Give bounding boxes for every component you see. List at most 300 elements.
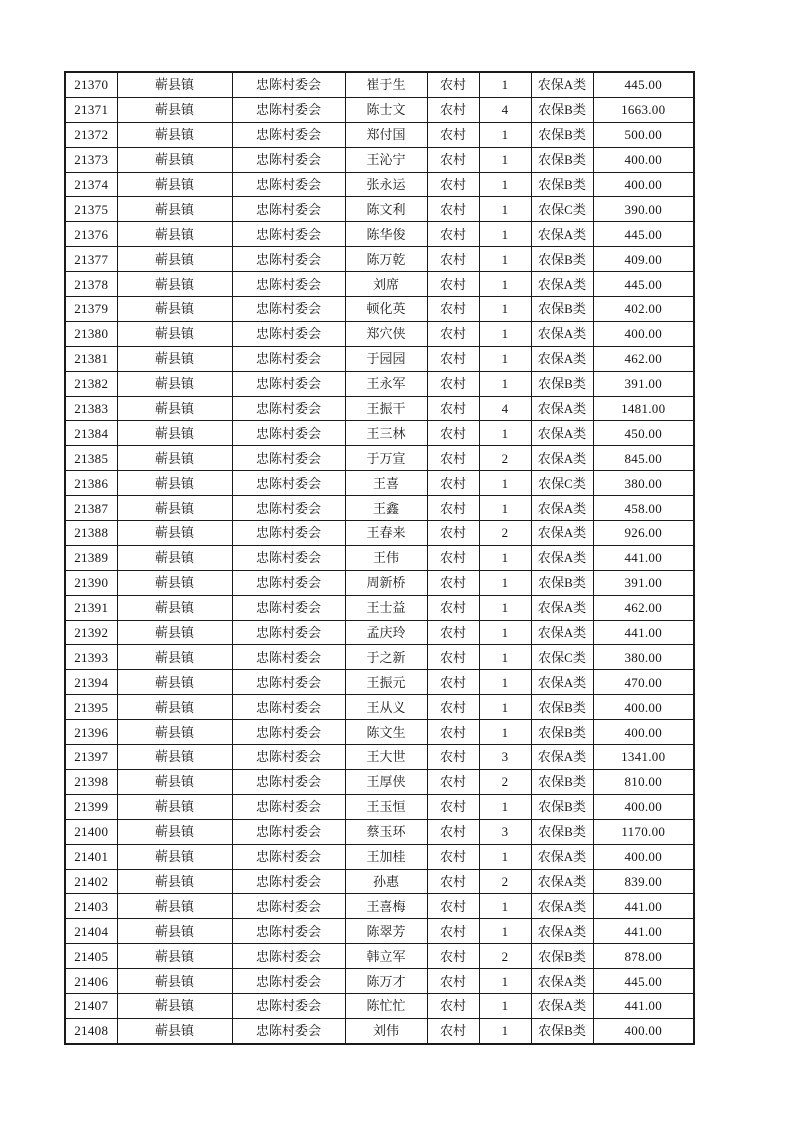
cell-area: 农村 bbox=[427, 894, 479, 919]
table-row bbox=[65, 745, 694, 770]
cell-id: 21404 bbox=[65, 919, 117, 944]
cell-category: 农保A类 bbox=[531, 919, 593, 944]
cell-village: 忠陈村委会 bbox=[232, 147, 345, 172]
cell-amount: 1170.00 bbox=[593, 819, 694, 844]
cell-name: 郑付国 bbox=[345, 122, 427, 147]
table-row bbox=[65, 172, 694, 197]
cell-id: 21376 bbox=[65, 222, 117, 247]
cell-town: 蕲县镇 bbox=[117, 97, 232, 122]
cell-amount: 400.00 bbox=[593, 844, 694, 869]
cell-village: 忠陈村委会 bbox=[232, 371, 345, 396]
table-row bbox=[65, 595, 694, 620]
cell-town: 蕲县镇 bbox=[117, 346, 232, 371]
cell-amount: 400.00 bbox=[593, 720, 694, 745]
cell-area: 农村 bbox=[427, 471, 479, 496]
cell-category: 农保A类 bbox=[531, 396, 593, 421]
cell-area: 农村 bbox=[427, 321, 479, 346]
cell-category: 农保A类 bbox=[531, 421, 593, 446]
table-row bbox=[65, 993, 694, 1018]
cell-village: 忠陈村委会 bbox=[232, 297, 345, 322]
cell-village: 忠陈村委会 bbox=[232, 321, 345, 346]
cell-amount: 839.00 bbox=[593, 869, 694, 894]
cell-id: 21400 bbox=[65, 819, 117, 844]
cell-name: 王振干 bbox=[345, 396, 427, 421]
cell-name: 王春来 bbox=[345, 521, 427, 546]
cell-count: 3 bbox=[479, 819, 531, 844]
table-row bbox=[65, 446, 694, 471]
cell-id: 21375 bbox=[65, 197, 117, 222]
cell-id: 21398 bbox=[65, 769, 117, 794]
cell-id: 21396 bbox=[65, 720, 117, 745]
table-row bbox=[65, 670, 694, 695]
cell-village: 忠陈村委会 bbox=[232, 396, 345, 421]
table-row bbox=[65, 521, 694, 546]
cell-name: 刘伟 bbox=[345, 1018, 427, 1043]
cell-area: 农村 bbox=[427, 944, 479, 969]
cell-town: 蕲县镇 bbox=[117, 993, 232, 1018]
cell-id: 21371 bbox=[65, 97, 117, 122]
table-row bbox=[65, 147, 694, 172]
cell-category: 农保C类 bbox=[531, 645, 593, 670]
cell-amount: 1663.00 bbox=[593, 97, 694, 122]
cell-count: 1 bbox=[479, 620, 531, 645]
cell-id: 21380 bbox=[65, 321, 117, 346]
cell-village: 忠陈村委会 bbox=[232, 222, 345, 247]
cell-area: 农村 bbox=[427, 247, 479, 272]
table-row bbox=[65, 496, 694, 521]
cell-area: 农村 bbox=[427, 421, 479, 446]
cell-count: 4 bbox=[479, 396, 531, 421]
cell-area: 农村 bbox=[427, 545, 479, 570]
cell-town: 蕲县镇 bbox=[117, 745, 232, 770]
cell-name: 于之新 bbox=[345, 645, 427, 670]
cell-town: 蕲县镇 bbox=[117, 371, 232, 396]
cell-town: 蕲县镇 bbox=[117, 595, 232, 620]
cell-town: 蕲县镇 bbox=[117, 944, 232, 969]
cell-town: 蕲县镇 bbox=[117, 247, 232, 272]
cell-count: 1 bbox=[479, 321, 531, 346]
cell-village: 忠陈村委会 bbox=[232, 97, 345, 122]
cell-town: 蕲县镇 bbox=[117, 321, 232, 346]
cell-id: 21401 bbox=[65, 844, 117, 869]
cell-category: 农保A类 bbox=[531, 993, 593, 1018]
cell-category: 农保A类 bbox=[531, 745, 593, 770]
cell-name: 王大世 bbox=[345, 745, 427, 770]
cell-village: 忠陈村委会 bbox=[232, 919, 345, 944]
cell-area: 农村 bbox=[427, 97, 479, 122]
cell-town: 蕲县镇 bbox=[117, 794, 232, 819]
cell-count: 1 bbox=[479, 794, 531, 819]
cell-area: 农村 bbox=[427, 147, 479, 172]
cell-village: 忠陈村委会 bbox=[232, 197, 345, 222]
table-row bbox=[65, 421, 694, 446]
table-row bbox=[65, 869, 694, 894]
cell-name: 孟庆玲 bbox=[345, 620, 427, 645]
cell-id: 21381 bbox=[65, 346, 117, 371]
cell-amount: 400.00 bbox=[593, 695, 694, 720]
cell-town: 蕲县镇 bbox=[117, 720, 232, 745]
cell-town: 蕲县镇 bbox=[117, 670, 232, 695]
cell-amount: 462.00 bbox=[593, 346, 694, 371]
cell-category: 农保B类 bbox=[531, 122, 593, 147]
table-row bbox=[65, 346, 694, 371]
cell-area: 农村 bbox=[427, 695, 479, 720]
cell-name: 陈忙忙 bbox=[345, 993, 427, 1018]
cell-id: 21397 bbox=[65, 745, 117, 770]
cell-name: 张永运 bbox=[345, 172, 427, 197]
cell-count: 2 bbox=[479, 869, 531, 894]
cell-count: 1 bbox=[479, 720, 531, 745]
cell-name: 陈翠芳 bbox=[345, 919, 427, 944]
table-body bbox=[65, 72, 694, 1044]
cell-count: 4 bbox=[479, 97, 531, 122]
cell-amount: 391.00 bbox=[593, 371, 694, 396]
cell-village: 忠陈村委会 bbox=[232, 670, 345, 695]
cell-area: 农村 bbox=[427, 645, 479, 670]
cell-count: 1 bbox=[479, 894, 531, 919]
cell-amount: 441.00 bbox=[593, 620, 694, 645]
cell-town: 蕲县镇 bbox=[117, 844, 232, 869]
cell-area: 农村 bbox=[427, 396, 479, 421]
cell-amount: 462.00 bbox=[593, 595, 694, 620]
cell-id: 21395 bbox=[65, 695, 117, 720]
cell-category: 农保A类 bbox=[531, 620, 593, 645]
cell-count: 1 bbox=[479, 371, 531, 396]
cell-village: 忠陈村委会 bbox=[232, 496, 345, 521]
cell-count: 1 bbox=[479, 197, 531, 222]
cell-category: 农保B类 bbox=[531, 819, 593, 844]
cell-name: 于万宣 bbox=[345, 446, 427, 471]
cell-count: 1 bbox=[479, 272, 531, 297]
cell-amount: 445.00 bbox=[593, 72, 694, 97]
cell-amount: 1481.00 bbox=[593, 396, 694, 421]
cell-count: 1 bbox=[479, 545, 531, 570]
cell-category: 农保C类 bbox=[531, 471, 593, 496]
cell-amount: 500.00 bbox=[593, 122, 694, 147]
cell-village: 忠陈村委会 bbox=[232, 944, 345, 969]
cell-id: 21387 bbox=[65, 496, 117, 521]
cell-id: 21402 bbox=[65, 869, 117, 894]
cell-amount: 400.00 bbox=[593, 794, 694, 819]
cell-town: 蕲县镇 bbox=[117, 197, 232, 222]
cell-town: 蕲县镇 bbox=[117, 645, 232, 670]
cell-amount: 380.00 bbox=[593, 645, 694, 670]
cell-category: 农保A类 bbox=[531, 595, 593, 620]
cell-village: 忠陈村委会 bbox=[232, 72, 345, 97]
cell-amount: 380.00 bbox=[593, 471, 694, 496]
table-row bbox=[65, 247, 694, 272]
cell-name: 王从义 bbox=[345, 695, 427, 720]
table-row bbox=[65, 620, 694, 645]
table-row bbox=[65, 769, 694, 794]
cell-town: 蕲县镇 bbox=[117, 147, 232, 172]
cell-count: 1 bbox=[479, 247, 531, 272]
cell-area: 农村 bbox=[427, 819, 479, 844]
table-row bbox=[65, 695, 694, 720]
cell-category: 农保B类 bbox=[531, 720, 593, 745]
table-row bbox=[65, 720, 694, 745]
cell-town: 蕲县镇 bbox=[117, 222, 232, 247]
cell-amount: 441.00 bbox=[593, 993, 694, 1018]
cell-town: 蕲县镇 bbox=[117, 894, 232, 919]
cell-village: 忠陈村委会 bbox=[232, 844, 345, 869]
cell-town: 蕲县镇 bbox=[117, 122, 232, 147]
cell-town: 蕲县镇 bbox=[117, 919, 232, 944]
cell-village: 忠陈村委会 bbox=[232, 545, 345, 570]
cell-town: 蕲县镇 bbox=[117, 72, 232, 97]
cell-category: 农保B类 bbox=[531, 247, 593, 272]
cell-count: 1 bbox=[479, 1018, 531, 1043]
cell-category: 农保B类 bbox=[531, 794, 593, 819]
cell-amount: 878.00 bbox=[593, 944, 694, 969]
cell-count: 1 bbox=[479, 496, 531, 521]
cell-town: 蕲县镇 bbox=[117, 570, 232, 595]
cell-name: 王玉恒 bbox=[345, 794, 427, 819]
cell-count: 1 bbox=[479, 72, 531, 97]
cell-town: 蕲县镇 bbox=[117, 695, 232, 720]
cell-name: 王喜 bbox=[345, 471, 427, 496]
cell-category: 农保A类 bbox=[531, 894, 593, 919]
cell-amount: 445.00 bbox=[593, 272, 694, 297]
table-row bbox=[65, 97, 694, 122]
cell-town: 蕲县镇 bbox=[117, 819, 232, 844]
cell-id: 21399 bbox=[65, 794, 117, 819]
cell-name: 陈万乾 bbox=[345, 247, 427, 272]
cell-name: 郑穴侠 bbox=[345, 321, 427, 346]
cell-area: 农村 bbox=[427, 745, 479, 770]
cell-area: 农村 bbox=[427, 570, 479, 595]
cell-village: 忠陈村委会 bbox=[232, 645, 345, 670]
cell-area: 农村 bbox=[427, 222, 479, 247]
cell-name: 王士益 bbox=[345, 595, 427, 620]
cell-amount: 441.00 bbox=[593, 919, 694, 944]
cell-count: 1 bbox=[479, 670, 531, 695]
cell-category: 农保A类 bbox=[531, 272, 593, 297]
cell-area: 农村 bbox=[427, 496, 479, 521]
cell-count: 1 bbox=[479, 993, 531, 1018]
table-row bbox=[65, 396, 694, 421]
cell-count: 1 bbox=[479, 969, 531, 994]
cell-count: 1 bbox=[479, 346, 531, 371]
cell-area: 农村 bbox=[427, 1018, 479, 1043]
cell-village: 忠陈村委会 bbox=[232, 421, 345, 446]
cell-name: 陈士文 bbox=[345, 97, 427, 122]
cell-category: 农保A类 bbox=[531, 321, 593, 346]
cell-amount: 400.00 bbox=[593, 172, 694, 197]
cell-amount: 845.00 bbox=[593, 446, 694, 471]
cell-area: 农村 bbox=[427, 297, 479, 322]
table-row bbox=[65, 197, 694, 222]
cell-count: 1 bbox=[479, 471, 531, 496]
cell-category: 农保B类 bbox=[531, 172, 593, 197]
cell-name: 于园园 bbox=[345, 346, 427, 371]
cell-category: 农保A类 bbox=[531, 72, 593, 97]
cell-category: 农保A类 bbox=[531, 346, 593, 371]
cell-id: 21388 bbox=[65, 521, 117, 546]
table-row bbox=[65, 894, 694, 919]
cell-count: 1 bbox=[479, 695, 531, 720]
cell-id: 21391 bbox=[65, 595, 117, 620]
cell-id: 21377 bbox=[65, 247, 117, 272]
cell-count: 1 bbox=[479, 645, 531, 670]
table-row bbox=[65, 1018, 694, 1043]
cell-count: 1 bbox=[479, 297, 531, 322]
table-row bbox=[65, 794, 694, 819]
table-row bbox=[65, 545, 694, 570]
cell-town: 蕲县镇 bbox=[117, 869, 232, 894]
cell-area: 农村 bbox=[427, 794, 479, 819]
cell-area: 农村 bbox=[427, 197, 479, 222]
cell-village: 忠陈村委会 bbox=[232, 272, 345, 297]
cell-id: 21394 bbox=[65, 670, 117, 695]
cell-town: 蕲县镇 bbox=[117, 969, 232, 994]
cell-town: 蕲县镇 bbox=[117, 769, 232, 794]
cell-category: 农保A类 bbox=[531, 222, 593, 247]
cell-area: 农村 bbox=[427, 969, 479, 994]
table-row bbox=[65, 844, 694, 869]
cell-id: 21386 bbox=[65, 471, 117, 496]
cell-village: 忠陈村委会 bbox=[232, 172, 345, 197]
cell-area: 农村 bbox=[427, 272, 479, 297]
cell-category: 农保A类 bbox=[531, 521, 593, 546]
cell-category: 农保A类 bbox=[531, 670, 593, 695]
cell-village: 忠陈村委会 bbox=[232, 769, 345, 794]
cell-id: 21382 bbox=[65, 371, 117, 396]
cell-category: 农保B类 bbox=[531, 944, 593, 969]
table-row bbox=[65, 570, 694, 595]
cell-category: 农保A类 bbox=[531, 545, 593, 570]
cell-category: 农保B类 bbox=[531, 1018, 593, 1043]
cell-id: 21408 bbox=[65, 1018, 117, 1043]
cell-count: 1 bbox=[479, 222, 531, 247]
cell-area: 农村 bbox=[427, 346, 479, 371]
cell-name: 顿化英 bbox=[345, 297, 427, 322]
table-row bbox=[65, 645, 694, 670]
cell-area: 农村 bbox=[427, 122, 479, 147]
cell-count: 1 bbox=[479, 421, 531, 446]
cell-town: 蕲县镇 bbox=[117, 172, 232, 197]
cell-name: 周新桥 bbox=[345, 570, 427, 595]
cell-area: 农村 bbox=[427, 595, 479, 620]
cell-area: 农村 bbox=[427, 620, 479, 645]
cell-village: 忠陈村委会 bbox=[232, 1018, 345, 1043]
cell-category: 农保B类 bbox=[531, 570, 593, 595]
cell-count: 1 bbox=[479, 122, 531, 147]
cell-name: 王加桂 bbox=[345, 844, 427, 869]
cell-town: 蕲县镇 bbox=[117, 396, 232, 421]
cell-count: 1 bbox=[479, 570, 531, 595]
cell-count: 3 bbox=[479, 745, 531, 770]
cell-id: 21373 bbox=[65, 147, 117, 172]
cell-id: 21389 bbox=[65, 545, 117, 570]
cell-village: 忠陈村委会 bbox=[232, 745, 345, 770]
cell-area: 农村 bbox=[427, 172, 479, 197]
cell-name: 陈文利 bbox=[345, 197, 427, 222]
cell-village: 忠陈村委会 bbox=[232, 521, 345, 546]
cell-amount: 470.00 bbox=[593, 670, 694, 695]
cell-category: 农保B类 bbox=[531, 695, 593, 720]
table-row bbox=[65, 297, 694, 322]
cell-count: 1 bbox=[479, 595, 531, 620]
cell-name: 王伟 bbox=[345, 545, 427, 570]
cell-id: 21393 bbox=[65, 645, 117, 670]
cell-name: 王喜梅 bbox=[345, 894, 427, 919]
cell-category: 农保B类 bbox=[531, 97, 593, 122]
cell-id: 21407 bbox=[65, 993, 117, 1018]
cell-area: 农村 bbox=[427, 670, 479, 695]
cell-area: 农村 bbox=[427, 993, 479, 1018]
cell-amount: 1341.00 bbox=[593, 745, 694, 770]
cell-village: 忠陈村委会 bbox=[232, 471, 345, 496]
cell-town: 蕲县镇 bbox=[117, 446, 232, 471]
cell-id: 21392 bbox=[65, 620, 117, 645]
table-row bbox=[65, 919, 694, 944]
cell-name: 韩立军 bbox=[345, 944, 427, 969]
cell-name: 刘席 bbox=[345, 272, 427, 297]
table-row bbox=[65, 819, 694, 844]
cell-town: 蕲县镇 bbox=[117, 521, 232, 546]
cell-village: 忠陈村委会 bbox=[232, 247, 345, 272]
cell-town: 蕲县镇 bbox=[117, 496, 232, 521]
cell-name: 王鑫 bbox=[345, 496, 427, 521]
cell-count: 2 bbox=[479, 446, 531, 471]
cell-count: 1 bbox=[479, 919, 531, 944]
cell-village: 忠陈村委会 bbox=[232, 993, 345, 1018]
cell-town: 蕲县镇 bbox=[117, 1018, 232, 1043]
cell-amount: 450.00 bbox=[593, 421, 694, 446]
cell-village: 忠陈村委会 bbox=[232, 695, 345, 720]
cell-amount: 926.00 bbox=[593, 521, 694, 546]
cell-name: 王永军 bbox=[345, 371, 427, 396]
cell-area: 农村 bbox=[427, 919, 479, 944]
cell-category: 农保A类 bbox=[531, 496, 593, 521]
cell-name: 王振元 bbox=[345, 670, 427, 695]
cell-count: 2 bbox=[479, 769, 531, 794]
cell-id: 21390 bbox=[65, 570, 117, 595]
cell-category: 农保A类 bbox=[531, 869, 593, 894]
cell-area: 农村 bbox=[427, 869, 479, 894]
table-row bbox=[65, 321, 694, 346]
cell-amount: 391.00 bbox=[593, 570, 694, 595]
cell-village: 忠陈村委会 bbox=[232, 969, 345, 994]
cell-area: 农村 bbox=[427, 521, 479, 546]
cell-id: 21406 bbox=[65, 969, 117, 994]
table-row bbox=[65, 122, 694, 147]
cell-amount: 409.00 bbox=[593, 247, 694, 272]
cell-village: 忠陈村委会 bbox=[232, 122, 345, 147]
cell-name: 陈华俊 bbox=[345, 222, 427, 247]
cell-name: 王沁宁 bbox=[345, 147, 427, 172]
table-row bbox=[65, 371, 694, 396]
cell-village: 忠陈村委会 bbox=[232, 346, 345, 371]
table-row bbox=[65, 272, 694, 297]
cell-amount: 445.00 bbox=[593, 222, 694, 247]
cell-id: 21383 bbox=[65, 396, 117, 421]
table-row bbox=[65, 222, 694, 247]
cell-amount: 445.00 bbox=[593, 969, 694, 994]
cell-village: 忠陈村委会 bbox=[232, 794, 345, 819]
cell-id: 21405 bbox=[65, 944, 117, 969]
cell-id: 21379 bbox=[65, 297, 117, 322]
cell-category: 农保B类 bbox=[531, 769, 593, 794]
cell-amount: 458.00 bbox=[593, 496, 694, 521]
pension-roster-table bbox=[64, 71, 695, 1045]
cell-name: 蔡玉环 bbox=[345, 819, 427, 844]
cell-village: 忠陈村委会 bbox=[232, 869, 345, 894]
cell-amount: 441.00 bbox=[593, 545, 694, 570]
table-row bbox=[65, 944, 694, 969]
cell-village: 忠陈村委会 bbox=[232, 819, 345, 844]
